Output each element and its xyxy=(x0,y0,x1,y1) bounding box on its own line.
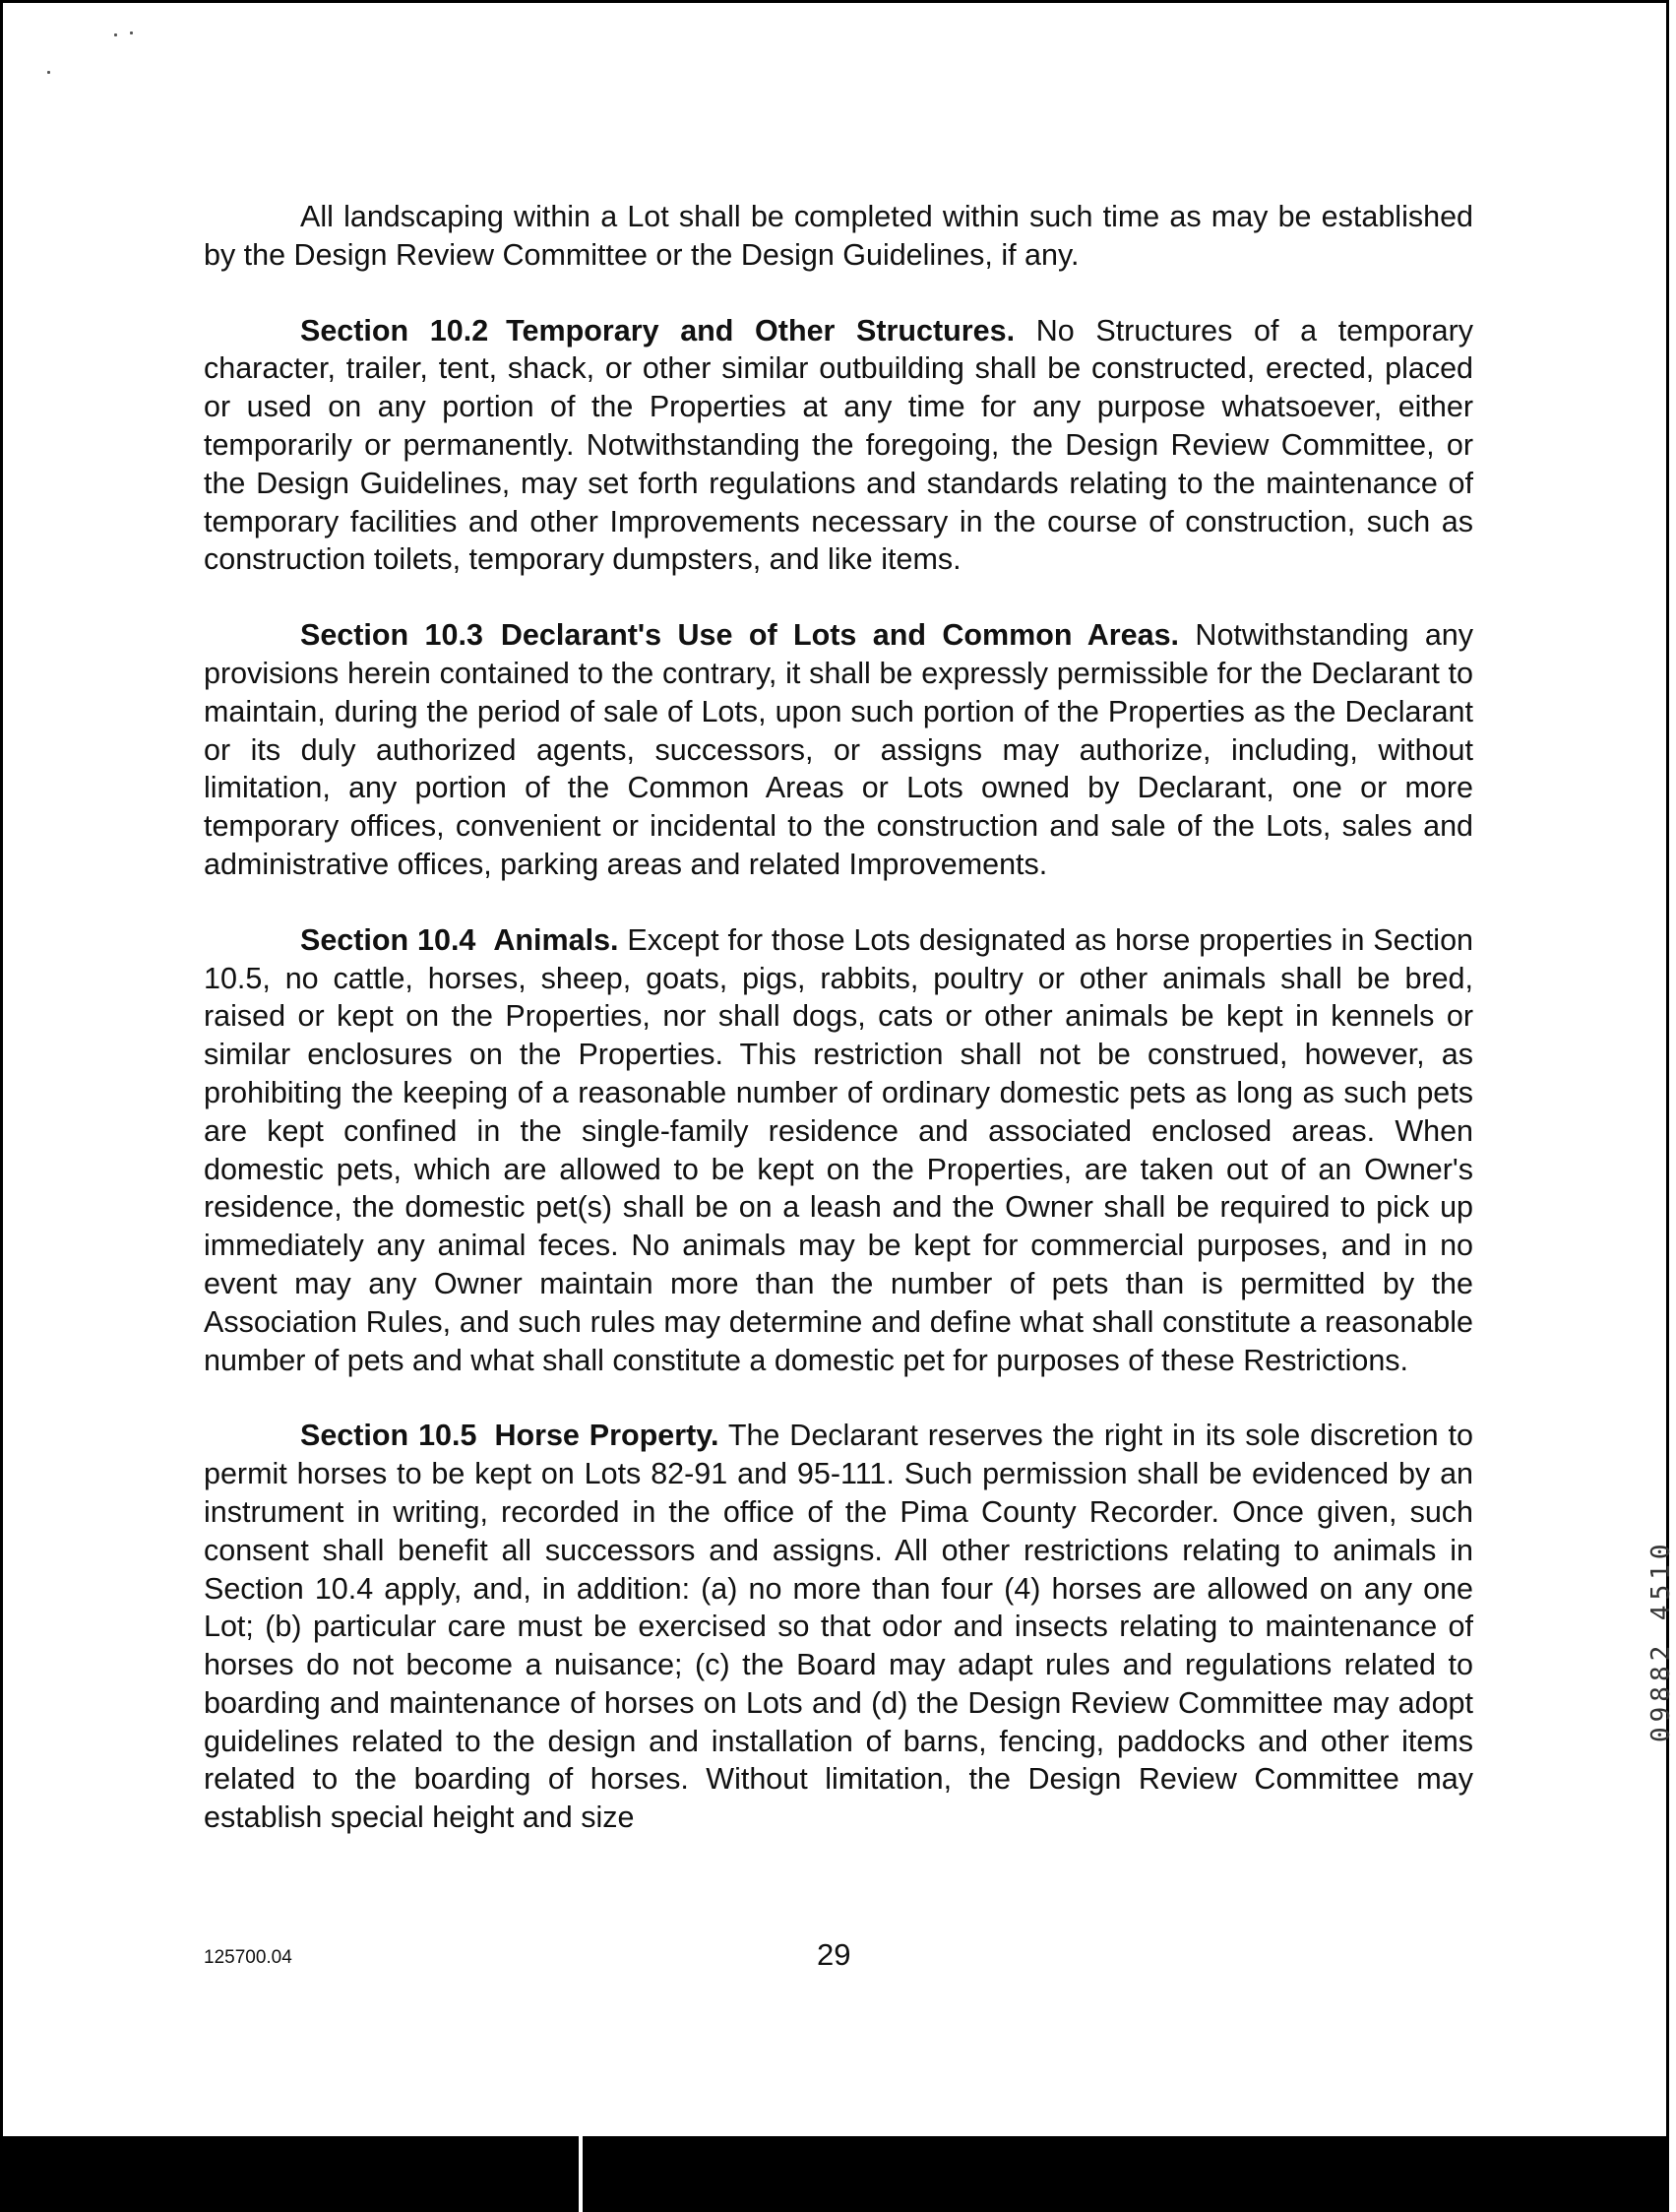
intro-paragraph: All landscaping within a Lot shall be completed within such time as may be established by the Design Review Committee or the Design Guidelines, if any. xyxy=(204,200,1473,272)
document-body xyxy=(204,198,1473,1874)
section-title: Declarant's Use of Lots and Common Areas. xyxy=(500,618,1180,653)
section-10-3 xyxy=(204,616,1473,884)
section-body: Except for those Lots designated as horse properties in Section 10.5, no cattle, horses, sheep, goats, pigs, rabbits, poultry or other animals shall be bred, raised or kept on the Properties, nor shall dogs, cats or other animals be kept in kennels or similar enclosures on the Properties. This restriction shall not be construed, however, as prohibiting the keeping of a reasonable number of ordinary domestic pets as long as such pets are kept confined in the single-family residence and associated enclosed areas. When domestic pets, which are allowed to be kept on the Properties, are taken out of an Owner's residence, the domestic pet(s) shall be on a leash and the Owner shall be required to pick up immediately any animal feces. No animals may be kept for commercial purposes, and in no event may any Owner maintain more than the number of pets than is permitted by the Association Rules, and such rules may determine and define what shall constitute a reasonable number of pets and what shall constitute a domestic pet for purposes of these Restrictions. xyxy=(204,922,1473,1377)
section-number: Section 10.5 xyxy=(300,1419,477,1453)
scan-speck xyxy=(47,71,50,74)
section-title: Animals. xyxy=(493,922,619,957)
page-number: 29 xyxy=(817,1937,851,1972)
section-10-5 xyxy=(204,1417,1473,1837)
scan-speck xyxy=(114,33,117,36)
section-10-4 xyxy=(204,921,1473,1380)
section-title: Horse Property. xyxy=(494,1419,719,1453)
section-body: The Declarant reserves the right in its sole discretion to permit horses to be kept on Lots 82-91 and 95-111. Such permission shall be evidenced by an instrument in writing, recorded in the office of the Pima County Recorder. Once given, such consent shall benefit all successors and assigns. All other restrictions relating to animals in Section 10.4 apply, and, in addition: (a) no more than four (4) horses are allowed on any one Lot; (b) particular care must be exercised so that odor and insects relating to maintenance of horses do not become a nuisance; (c) the Board may adapt rules and regulations related to boarding and maintenance of horses on Lots and (d) the Design Review Committee may adopt guidelines related to the design and installation of barns, fencing, paddocks and other items related to the boarding of horses. Without limitation, the Design Review Committee may establish special height and size xyxy=(204,1419,1473,1835)
section-10-2 xyxy=(204,312,1473,580)
section-title: Temporary and Other Structures. xyxy=(506,313,1016,348)
section-body: Notwithstanding any provisions herein contained to the contrary, it shall be expressly permissible for the Declarant to maintain, during the period of sale of Lots, upon such portion of the Properties as the Declarant or its duly authorized agents, successors, or assigns may authorize, including, without limitation, any portion of the Common Areas or Lots owned by Declarant, one or more temporary offices, convenient or incidental to the construction and sale of the Lots, sales and administrative offices, parking areas and related Improvements. xyxy=(204,618,1473,881)
margin-recording-stamp: 09882 4510 xyxy=(1646,1539,1676,1742)
section-number: Section 10.3 xyxy=(300,618,483,653)
section-number: Section 10.4 xyxy=(300,922,476,957)
section-body: No Structures of a temporary character, trailer, tent, shack, or other similar outbuilding shall be constructed, erected, placed or used on any portion of the Properties at any time for any purpose whatsoever, either temporarily or permanently. Notwithstanding the foregoing, the Design Review Committee, or the Design Guidelines, may set forth regulations and standards relating to the maintenance of temporary facilities and other Improvements necessary in the course of construction, such as construction toilets, temporary dumpsters, and like items. xyxy=(204,313,1473,577)
scan-border-right xyxy=(1666,0,1669,2136)
document-id: 125700.04 xyxy=(204,1947,292,1968)
scan-border-bottom xyxy=(0,2136,1669,2212)
section-number: Section 10.2 xyxy=(300,313,489,348)
scan-speck xyxy=(130,32,133,34)
scan-border-notch xyxy=(579,2136,583,2212)
scan-border-top xyxy=(0,0,1669,3)
scan-border-left xyxy=(0,0,3,2136)
